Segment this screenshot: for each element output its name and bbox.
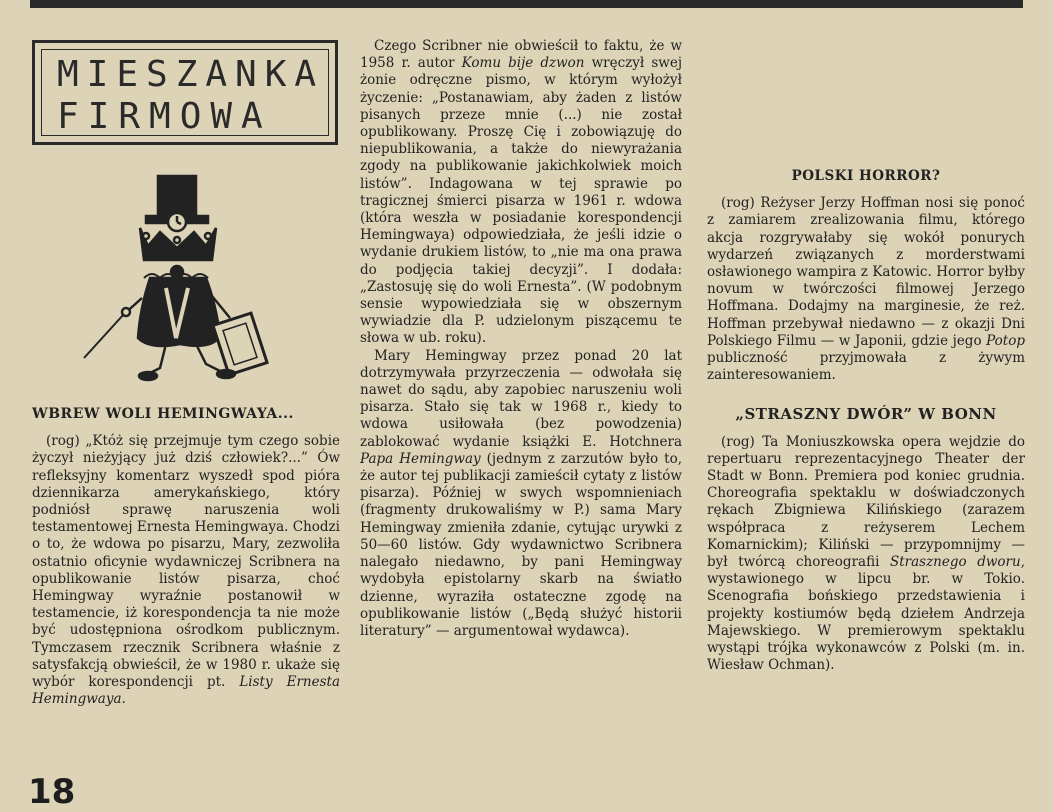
- article-heading-horror: POLSKI HORROR?: [791, 168, 941, 184]
- column-title-box: [32, 40, 338, 145]
- column-3: [707, 168, 1025, 674]
- column-1: [32, 398, 340, 708]
- article-paragraph: [360, 348, 682, 640]
- paragraph-text: , wystawionego w lipcu br. w Tokio. Scenografia bońskiego przedstawienia i projekty kostiumów będą dziełem Andrzeja Majewskiego. W premierowym spektaklu wystąpi trójka wykonawców z Polski (m. in. Wiesław Ochman).: [707, 554, 1025, 674]
- paragraph-text: (rog) Ta Moniuszkowska opera wejdzie do repertuaru reprezentacyjnego Theater der Stadt w Bonn. Premiera pod koniec grudnia. Choreografia spektaklu w doświadczonych rękach Zbigniewa Kilińskiego (zarazem współpraca z reżyserem Lechem Komarnickim); Kiliński — przypomnijmy — był twórcą choreografii: [707, 433, 1025, 571]
- article-paragraph: [32, 433, 340, 708]
- book-title: Papa Hemingway: [360, 450, 481, 467]
- title-line-1: MIESZANKA: [57, 54, 325, 95]
- article-heading-straszny-dwor: „STRASZNY DWÓR” W BONN: [735, 405, 997, 424]
- paragraph-text: (jednym z zarzutów było to, że autor tej publikacji zamieścił cytaty z listów pisarza). Później w swych wspomnieniach (fragmenty drukowaliśmy w P.) sama Mary Hemingway zmieniła zdanie, cytując urywki z 50—60 listów. Gdy wydawnictwo Scribnera nalegało niedawno, by pani Hemingway wydobyła epistolarny skarb na światło dzienne, wyraziła ostateczne zgodę na opublikowanie listów („Będą służyć historii literatury” — argumentował wydawca).: [360, 450, 682, 639]
- paragraph-text: Czego Scribner nie obwieścił to faktu, że w 1958 r. autor: [360, 38, 682, 72]
- paragraph-text: publiczność przyjmowała z żywym zainteresowaniem.: [707, 350, 1025, 384]
- article-paragraph: [360, 38, 682, 348]
- paragraph-text: (rog) Reżyser Jerzy Hoffman nosi się ponoć z zamiarem zrealizowania filmu, którego akcja rozgrywałaby się wokół ponurych wydarzeń związanych z morderstwami osławionego wampira z Katowic. Horror byłby novum w twórczości filmowej Jerzego Hoffmana. Dodajmy na marginesie, że reż. Hoffman przebywał niedawno — z okazji Dni Polskiego Filmu — w Japonii, gdzie jego: [707, 195, 1025, 349]
- article-heading-hemingway: WBREW WOLI HEMINGWAYA...: [32, 406, 294, 422]
- book-title: Listy Ernesta Hemingwaya.: [32, 674, 340, 708]
- king-illustration: [80, 168, 280, 388]
- title-line-2: FIRMOWA: [57, 96, 272, 137]
- page-number: 18: [28, 772, 76, 812]
- top-rule: [30, 0, 1023, 8]
- article-paragraph: [707, 434, 1025, 675]
- paragraph-text: (rog) „Któż się przejmuje tym czego sobie życzył nieżyjący już dziś człowiek?...” Ów refleksyjny komentarz wyszedł spod pióra dziennikarza amerykańskiego, który podniósł sprawę naruszenia woli testamentowej Ernesta Hemingwaya. Chodzi o to, że wdowa po pisarzu, Mary, zezwoliła ostatnio oficynie wydawniczej Scribnera na opublikowanie listów pisarza, choć Hemingway wyraźnie postanowił w testamencie, iż korespondencja ta nie może być udostępniona ośrodkom publicznym. Tymczasem rzecznik Scribnera właśnie z satysfakcją obwieścił, że w 1980 r. ukaże się wybór korespondencji pt.: [32, 433, 340, 691]
- opera-title: Strasznego dworu: [889, 554, 1021, 571]
- paragraph-text: Mary Hemingway przez ponad 20 lat dotrzymywała przyrzeczenia — odwołała się nawet do sądu, aby zapobiec naruszeniu woli pisarza. Stało się tak w 1968 r., kiedy to wdowa usiłowała (bez powodzenia) zablokować wydanie książki E. Hotchnera: [360, 347, 682, 450]
- article-paragraph: [707, 195, 1025, 384]
- book-title: Komu bije dzwon: [461, 55, 585, 72]
- column-2: [360, 38, 682, 640]
- film-title: Potop: [986, 332, 1025, 349]
- paragraph-text: wręczył swej żonie odręczne pismo, w którym wyłożył życzenie: „Postanawiam, aby żaden z listów pisanych przeze mnie (...) nie został opublikowany. Proszę Cię i zobowiązuję do niepublikowania, a także do niewyrażania zgody na publikowanie jakichkolwiek moich listów”. Indagowana w tej sprawie po tragicznej śmierci pisarza w 1961 r. wdowa (która weszła w posiadanie korespondencji Hemingwaya) odpowiedziała, że jeśli idzie o wydanie drukiem listów, to „nie ma ona prawa do podjęcia takiej decyzji”. I dodała: „Zastosuję się do woli Ernesta”. (W podobnym sensie wypowiedziała się w obszernym wywiadzie dla P. udzielonym piszącemu te słowa w ub. roku).: [360, 55, 683, 347]
